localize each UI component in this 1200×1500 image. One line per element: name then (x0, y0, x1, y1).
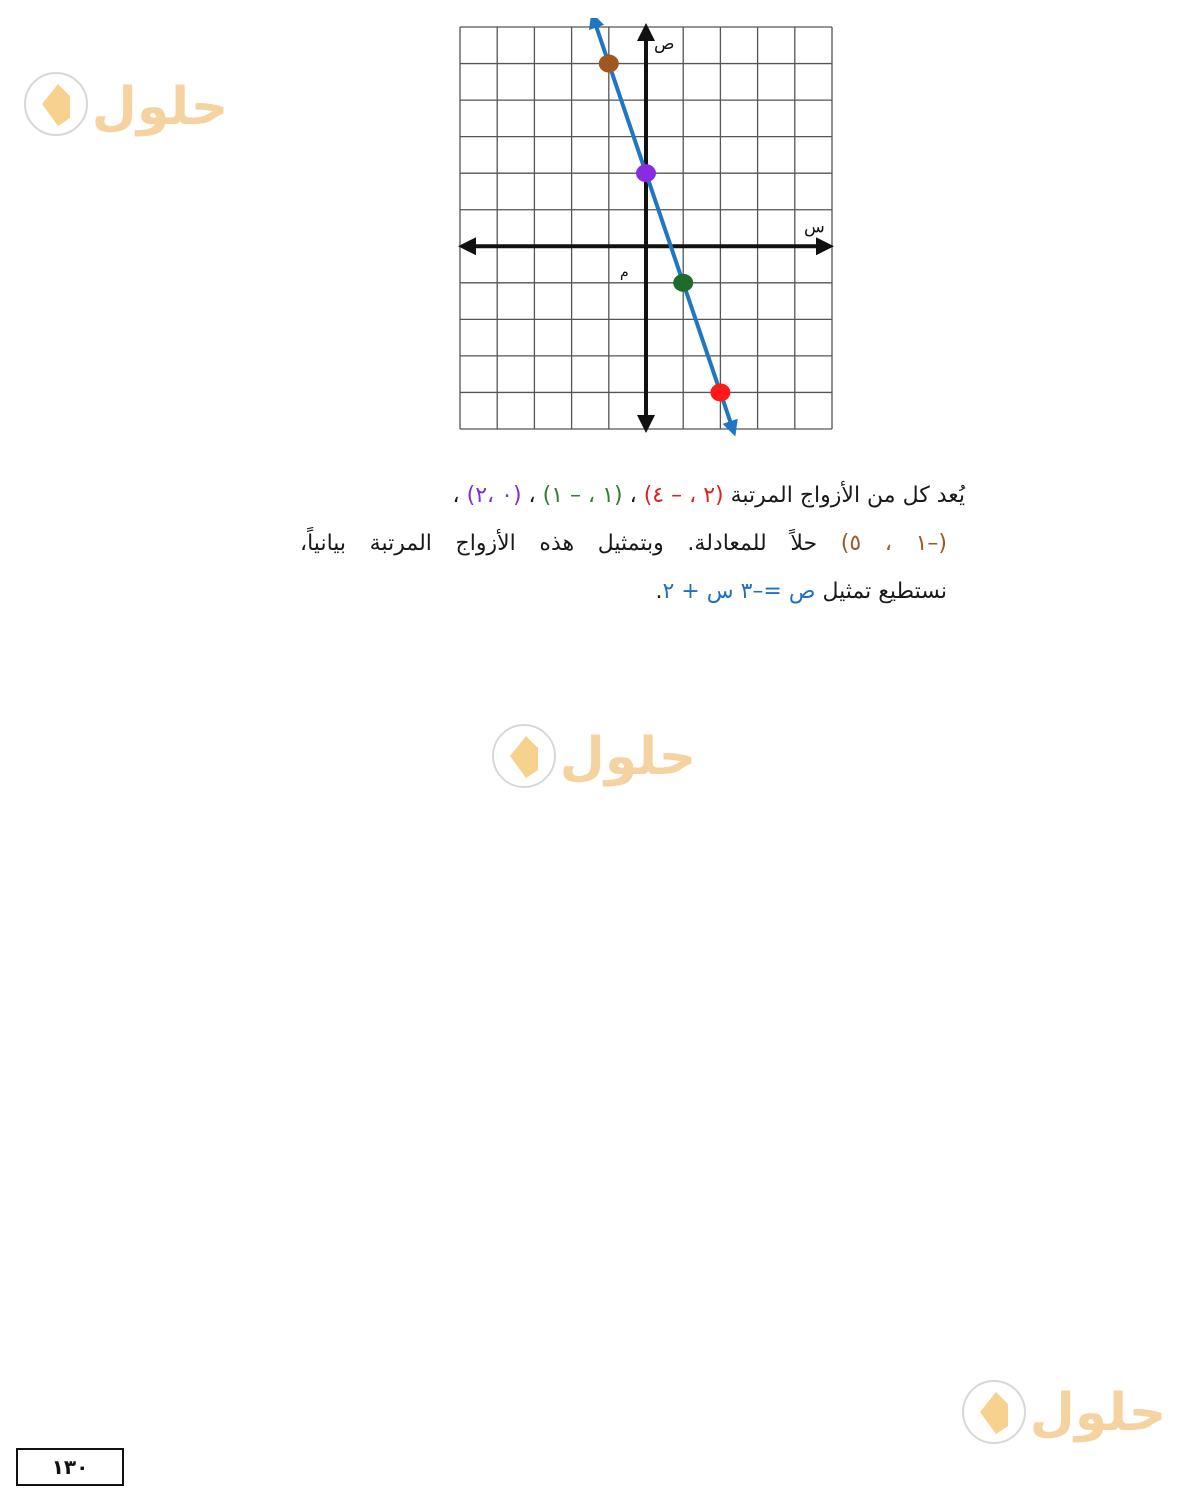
watermark-logo (490, 712, 700, 792)
separator: ، (452, 483, 460, 508)
separator: ، (528, 483, 536, 508)
plotted-point (636, 164, 656, 182)
ordered-pair-purple: (٠ ،٢) (466, 483, 522, 508)
x-axis-arrow-right (816, 237, 834, 255)
watermark-logo (958, 1370, 1168, 1450)
plotted-point (710, 383, 730, 401)
intro-text: يُعد كل من الأزواج المرتبة (730, 483, 965, 508)
y-axis-arrow-up (637, 23, 655, 41)
watermark-text: حلول (1029, 1383, 1167, 1443)
equation-text: ص =–٣ س + ٢ (662, 579, 816, 604)
x-axis-arrow-left (458, 237, 476, 255)
watermark-logo (22, 66, 232, 146)
x-axis-label: س (804, 217, 825, 238)
origin-label: م (620, 264, 629, 281)
line2-text: حلاً للمعادلة. وبتمثيل هذه الأزواج المرتبة بيانياً، (300, 531, 818, 556)
period: . (655, 579, 663, 604)
coordinate-graph (450, 18, 840, 438)
watermark-text: حلول (91, 77, 229, 137)
plotted-point (673, 274, 693, 292)
plotted-point (599, 55, 619, 73)
line-arrow-down (723, 419, 738, 437)
page-number: ١٣٠ (16, 1448, 124, 1486)
separator: ، (629, 483, 637, 508)
ordered-pair-brown: (–١ ، ٥) (840, 531, 947, 556)
explanation-paragraph (300, 472, 965, 622)
ordered-pair-red: (٢ ، – ٤) (643, 483, 724, 508)
equation-line (593, 18, 734, 433)
paragraph-line-3 (655, 568, 947, 616)
watermark-text: حلول (559, 727, 697, 787)
paragraph-line-1 (452, 472, 965, 520)
y-axis-arrow-down (637, 415, 655, 433)
ordered-pair-green: (١ ، – ١) (542, 483, 623, 508)
paragraph-line-2 (300, 520, 947, 568)
y-axis-label: ص (654, 34, 675, 54)
axes (458, 23, 834, 433)
intro-text: نستطيع تمثيل (822, 579, 947, 604)
